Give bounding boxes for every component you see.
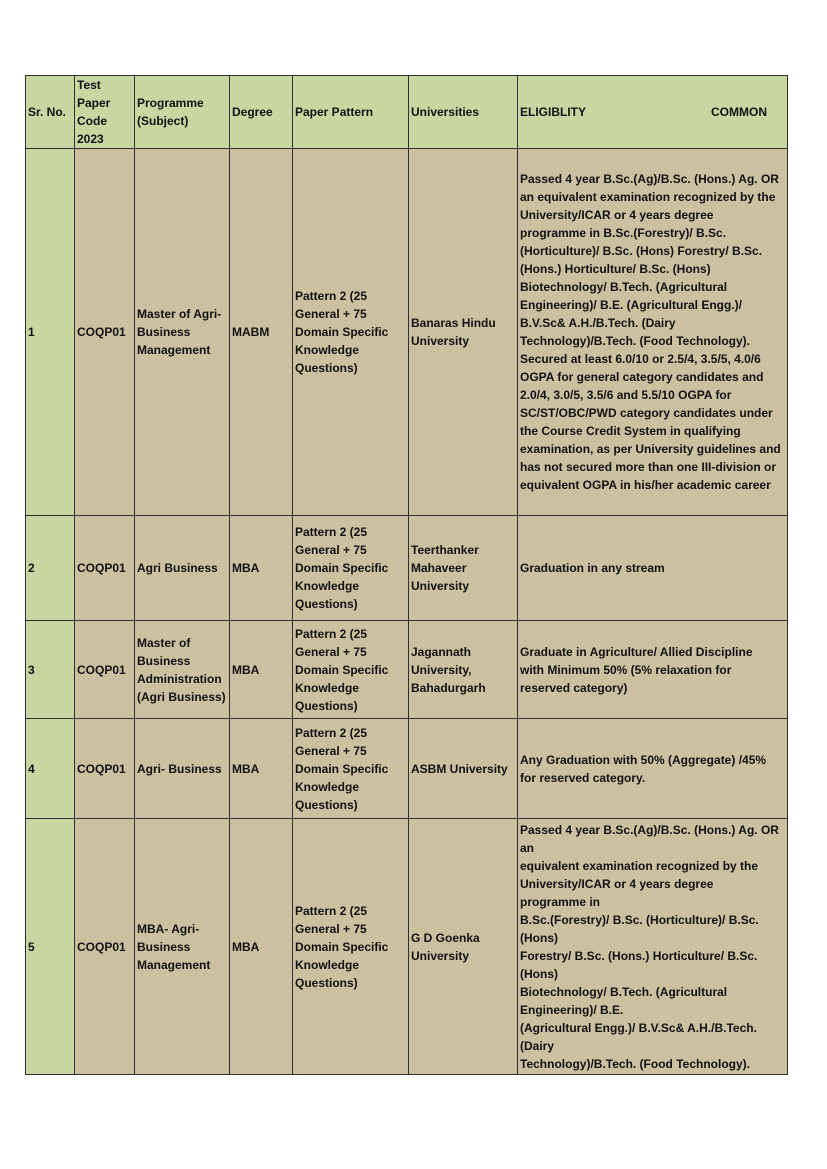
paper-pattern-cell: Pattern 2 (25 General + 75 Domain Specific Knowledge Questions) bbox=[293, 516, 409, 621]
university-cell: Banaras Hindu University bbox=[409, 149, 518, 516]
sr-no-cell: 4 bbox=[26, 719, 75, 819]
header-programme: Programme (Subject) bbox=[135, 76, 230, 149]
code-cell: COQP01 bbox=[75, 516, 135, 621]
code-cell: COQP01 bbox=[75, 719, 135, 819]
sr-no-cell: 1 bbox=[26, 149, 75, 516]
table-row bbox=[26, 149, 788, 516]
degree-cell: MBA bbox=[230, 819, 293, 1075]
university-cell: Jagannath University, Bahadurgarh bbox=[409, 621, 518, 719]
header-eligibility-label: ELIGIBLITY bbox=[520, 105, 586, 119]
programme-cell: Master of Business Administration (Agri Business) bbox=[135, 621, 230, 719]
paper-pattern-cell: Pattern 2 (25 General + 75 Domain Specific Knowledge Questions) bbox=[293, 819, 409, 1075]
table-row bbox=[26, 719, 788, 819]
programme-cell: Agri Business bbox=[135, 516, 230, 621]
sr-no-cell: 2 bbox=[26, 516, 75, 621]
university-cell: ASBM University bbox=[409, 719, 518, 819]
code-cell: COQP01 bbox=[75, 621, 135, 719]
header-eligibility bbox=[518, 76, 788, 149]
eligibility-cell: Passed 4 year B.Sc.(Ag)/B.Sc. (Hons.) Ag. OR an equivalent examination recognized by the University/ICAR or 4 years degree programme in B.Sc.(Forestry)/ B.Sc. (Horticulture)/ B.Sc. (Hons) Forestry/ B.Sc. (Hons.) Horticulture/ B.Sc. (Hons) Biotechnology/ B.Tech. (Agricultural Engineering)/ B.E. (Agricultural Engg.)/ B.V.Sc& A.H./B.Tech. (Dairy Technology)/B.Tech. (Food Technology). bbox=[518, 819, 788, 1075]
sr-no-cell: 5 bbox=[26, 819, 75, 1075]
header-sr-no: Sr. No. bbox=[26, 76, 75, 149]
sr-no-cell: 3 bbox=[26, 621, 75, 719]
paper-pattern-cell: Pattern 2 (25 General + 75 Domain Specific Knowledge Questions) bbox=[293, 719, 409, 819]
eligibility-table bbox=[25, 75, 788, 1075]
degree-cell: MBA bbox=[230, 516, 293, 621]
eligibility-cell: Passed 4 year B.Sc.(Ag)/B.Sc. (Hons.) Ag. OR an equivalent examination recognized by the University/ICAR or 4 years degree programme in B.Sc.(Forestry)/ B.Sc. (Horticulture)/ B.Sc. (Hons) Forestry/ B.Sc. (Hons.) Horticulture/ B.Sc. (Hons) Biotechnology/ B.Tech. (Agricultural Engineering)/ B.E. (Agricultural Engg.)/ B.V.Sc& A.H./B.Tech. (Dairy Technology)/B.Tech. (Food Technology). Secured at least 6.0/10 or 2.5/4, 3.5/5, 4.0/6 OGPA for general category candidates and 2.0/4, 3.0/5, 3.5/6 and 5.5/10 OGPA for SC/ST/OBC/PWD category candidates under the Course Credit System in qualifying examination, as per University guidelines and has not secured more than one III-division or equivalent OGPA in his/her academic career bbox=[518, 149, 788, 516]
header-test-code: Test Paper Code 2023 bbox=[75, 76, 135, 149]
header-degree: Degree bbox=[230, 76, 293, 149]
header-row bbox=[26, 76, 788, 149]
eligibility-cell: Any Graduation with 50% (Aggregate) /45% for reserved category. bbox=[518, 719, 788, 819]
programme-cell: MBA- Agri- Business Management bbox=[135, 819, 230, 1075]
header-universities: Universities bbox=[409, 76, 518, 149]
programme-cell: Agri- Business bbox=[135, 719, 230, 819]
code-cell: COQP01 bbox=[75, 149, 135, 516]
degree-cell: MABM bbox=[230, 149, 293, 516]
eligibility-cell: Graduate in Agriculture/ Allied Discipline with Minimum 50% (5% relaxation for reserved category) bbox=[518, 621, 788, 719]
eligibility-cell: Graduation in any stream bbox=[518, 516, 788, 621]
table-row bbox=[26, 516, 788, 621]
table-row bbox=[26, 621, 788, 719]
code-cell: COQP01 bbox=[75, 819, 135, 1075]
table-row bbox=[26, 819, 788, 1075]
header-common-label: COMMON bbox=[711, 105, 767, 119]
header-paper-pattern: Paper Pattern bbox=[293, 76, 409, 149]
university-cell: G D Goenka University bbox=[409, 819, 518, 1075]
degree-cell: MBA bbox=[230, 719, 293, 819]
programme-cell: Master of Agri- Business Management bbox=[135, 149, 230, 516]
paper-pattern-cell: Pattern 2 (25 General + 75 Domain Specific Knowledge Questions) bbox=[293, 149, 409, 516]
paper-pattern-cell: Pattern 2 (25 General + 75 Domain Specific Knowledge Questions) bbox=[293, 621, 409, 719]
degree-cell: MBA bbox=[230, 621, 293, 719]
university-cell: Teerthanker Mahaveer University bbox=[409, 516, 518, 621]
